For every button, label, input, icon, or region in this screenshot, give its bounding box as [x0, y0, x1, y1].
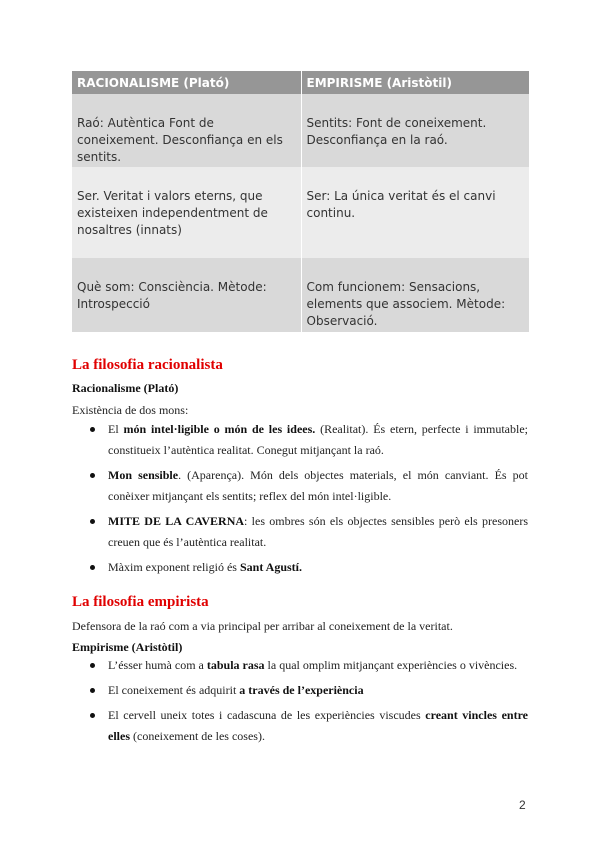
list-item-text: la qual omplim mitjançant experiències o vivències. [264, 658, 518, 672]
list-item-emphasis: Sant Agustí. [239, 560, 303, 574]
bullet-icon [90, 713, 95, 718]
list-item-emphasis: a través de l’experiència [239, 683, 364, 697]
header-rationalism: RACIONALISME (Plató) [72, 71, 301, 94]
table-row [72, 167, 529, 258]
list-item-emphasis: creant vincles entre elles [108, 708, 529, 743]
table-cell: Ser. Veritat i valors eterns, que existeixen independentment de nosaltres (innats) [72, 167, 301, 258]
section-title-rationalism: La filosofia racionalista [72, 357, 223, 373]
list-item-text: (coneixement de les coses). [130, 729, 265, 743]
list-item-text: L’ésser humà com a [108, 658, 207, 672]
list-item-emphasis: tabula rasa [206, 658, 265, 672]
bullet-list-rationalism [90, 419, 528, 582]
list-item-text: Màxim exponent religió és [108, 560, 240, 574]
table-cell: Raó: Autèntica Font de coneixement. Desconfiança en els sentits. [72, 94, 301, 167]
list-item [90, 557, 528, 578]
list-item [90, 419, 528, 461]
bullet-list-empiricism [90, 655, 528, 751]
list-item [90, 680, 528, 701]
table-row [72, 94, 529, 167]
bullet-icon [90, 565, 95, 570]
section-title-empiricism: La filosofia empirista [72, 594, 209, 610]
list-item [90, 705, 528, 747]
list-item-emphasis: món intel·ligible o món de les idees. [123, 422, 316, 436]
table-row [72, 258, 529, 332]
table-cell: Què som: Consciència. Mètode: Introspecció [72, 258, 301, 332]
list-item [90, 511, 528, 553]
table-header-row [72, 71, 529, 94]
bullet-icon [90, 519, 95, 524]
bullet-icon [90, 688, 95, 693]
list-item-text: (Realitat). És etern, perfecte i immutable; constitueix l’autèntica realitat. Conegut mitjançant la raó. [108, 422, 528, 457]
table-cell: Sentits: Font de coneixement. Desconfiança en la raó. [301, 94, 529, 167]
page-number: 2 [519, 798, 526, 812]
header-empiricism: EMPIRISME (Aristòtil) [301, 71, 529, 94]
list-item [90, 465, 528, 507]
comparison-table [72, 71, 529, 332]
bullet-icon [90, 473, 95, 478]
table-cell: Com funcionem: Sensacions, elements que associem. Mètode: Observació. [301, 258, 529, 332]
list-item-emphasis: MITE DE LA CAVERNA [108, 514, 245, 528]
list-item-text: El coneixement és adquirit [108, 683, 240, 697]
section-intro-empiricism: Defensora de la raó com a via principal per arribar al coneixement de la veritat. [72, 619, 453, 633]
list-item-text: : les ombres són els objectes sensibles però els presoners creuen que és l’autèntica realitat. [108, 514, 528, 549]
bullet-icon [90, 427, 95, 432]
section-subtitle-rationalism: Racionalisme (Plató) [72, 381, 179, 395]
list-item-text: El [108, 422, 124, 436]
table-cell: Ser: La única veritat és el canvi continu. [301, 167, 529, 258]
bullet-icon [90, 663, 95, 668]
list-item-text: . (Aparença). Món dels objectes materials, el món canviant. És pot conèixer mitjançant els sentits; reflex del món intel·ligible. [108, 468, 528, 503]
section-intro-rationalism: Existència de dos mons: [72, 403, 189, 417]
list-item [90, 655, 528, 676]
section-subtitle-empiricism: Empirisme (Aristòtil) [72, 640, 183, 654]
list-item-emphasis: Mon sensible [108, 468, 179, 482]
list-item-text: El cervell uneix totes i cadascuna de les experiències viscudes [108, 708, 426, 722]
